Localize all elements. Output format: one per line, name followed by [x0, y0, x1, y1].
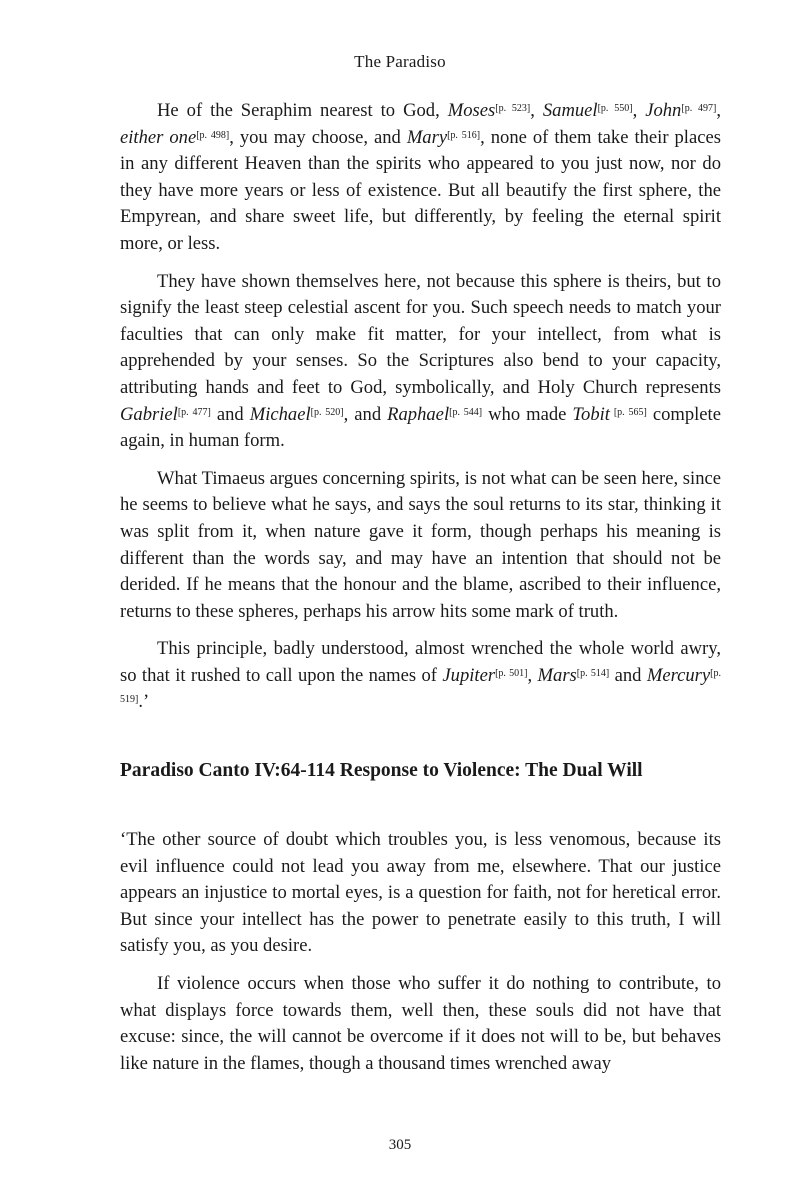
page-reference: [p. 501] [495, 667, 528, 679]
text-run: , [716, 100, 721, 121]
page-reference: [p. 520] [310, 406, 344, 418]
paragraphs-before [120, 98, 721, 716]
text-run: and [210, 403, 250, 425]
page-reference: [p. 477] [177, 406, 211, 418]
section-heading: Paradiso Canto IV:64-114 Response to Violence: The Dual Will [120, 760, 643, 782]
running-head: The Paradiso [354, 52, 446, 71]
italic-name: either one [120, 126, 197, 148]
page-reference: [p. 519] [120, 667, 721, 706]
text-run: , [632, 100, 646, 121]
italic-name: Moses [447, 100, 496, 121]
paragraph [120, 466, 721, 626]
text-run: If violence occurs when those who suffer it do nothing to contribute, to what displays force towards them, well then, these souls did not have that excuse: since, the will cannot be overcome if it does not will to be, but behaves like nature in the flames, though a thousand times wrenched away [120, 973, 721, 1074]
paragraphs-after [120, 827, 721, 1077]
page-reference: [p. 523] [495, 103, 531, 114]
page-reference: [p. 516] [447, 129, 481, 141]
text-run: , [527, 664, 538, 686]
text-run: He of the Seraphim nearest to God, [157, 100, 448, 121]
italic-name: Gabriel [120, 403, 178, 425]
text-run: This principle, badly understood, almost wrenched the whole world awry, so that it rushed to call upon the names of [120, 638, 721, 686]
text-run: who made [482, 403, 573, 425]
text-run: What Timaeus argues concerning spirits, is not what can be seen here, since he seems to believe what he says, and says the soul returns to its star, thinking it was split from it, when nature gave it form, though perhaps his meaning is different than the words say, and may have an intention that should not be derided. If he means that the honour and the blame, ascribed to their influence, returns to these spheres, perhaps his arrow hits some mark of truth. [120, 467, 721, 622]
text-run: , you may choose, and [229, 126, 407, 148]
italic-name: Samuel [542, 100, 598, 121]
italic-name: Tobit [572, 403, 610, 425]
text-run: , none of them take their places in any different Heaven than the spirits who appeared to you just now, nor do they have more years or less of existence. But all beautify the first sphere, the Empyrean, and share sweet life, but differently, by feeling the eternal spirit more, or less. [120, 126, 721, 254]
text-run: They have shown themselves here, not because this sphere is theirs, but to signify the least steep celestial ascent for you. Such speech needs to match your faculties that can only make fit matter, for your intellect, from what is apprehended by your senses. So the Scriptures also bend to your capacity, attributing hands and feet to God, symbolically, and Holy Church represents [120, 270, 721, 398]
paragraph [120, 971, 721, 1077]
italic-name: Mary [406, 126, 448, 148]
page-reference: [p. 498] [196, 129, 230, 141]
paragraph [120, 269, 721, 455]
paragraph [120, 98, 721, 258]
text-run: ‘The other source of doubt which troubles you, is less venomous, because its evil influence could not lead you away from me, elsewhere. That our justice appears an injustice to mortal eyes, is a question for faith, not for heretical error. But since your intellect has the power to penetrate easily to this truth, I will satisfy you, as you desire. [120, 829, 721, 957]
page-number: 305 [388, 1137, 412, 1153]
italic-name: Mars [537, 664, 577, 686]
page-reference: [p. 544] [449, 406, 483, 418]
paragraph [120, 636, 721, 716]
italic-name: Jupiter [442, 664, 496, 686]
text-run: and [609, 664, 647, 686]
text-run: complete again, in human form. [120, 403, 721, 452]
text-run: .’ [138, 691, 150, 713]
page-reference: [p. 514] [576, 667, 610, 679]
body-text [120, 98, 721, 1088]
text-run: , [530, 100, 543, 121]
page-reference: [p. 565] [609, 406, 647, 418]
page-reference: [p. 497] [681, 103, 717, 114]
italic-name: John [645, 100, 682, 121]
page-reference: [p. 550] [597, 103, 633, 114]
text-run: , and [343, 403, 388, 425]
italic-name: Michael [249, 403, 311, 425]
italic-name: Raphael [387, 403, 450, 425]
italic-name: Mercury [646, 664, 711, 686]
paragraph [120, 827, 721, 960]
